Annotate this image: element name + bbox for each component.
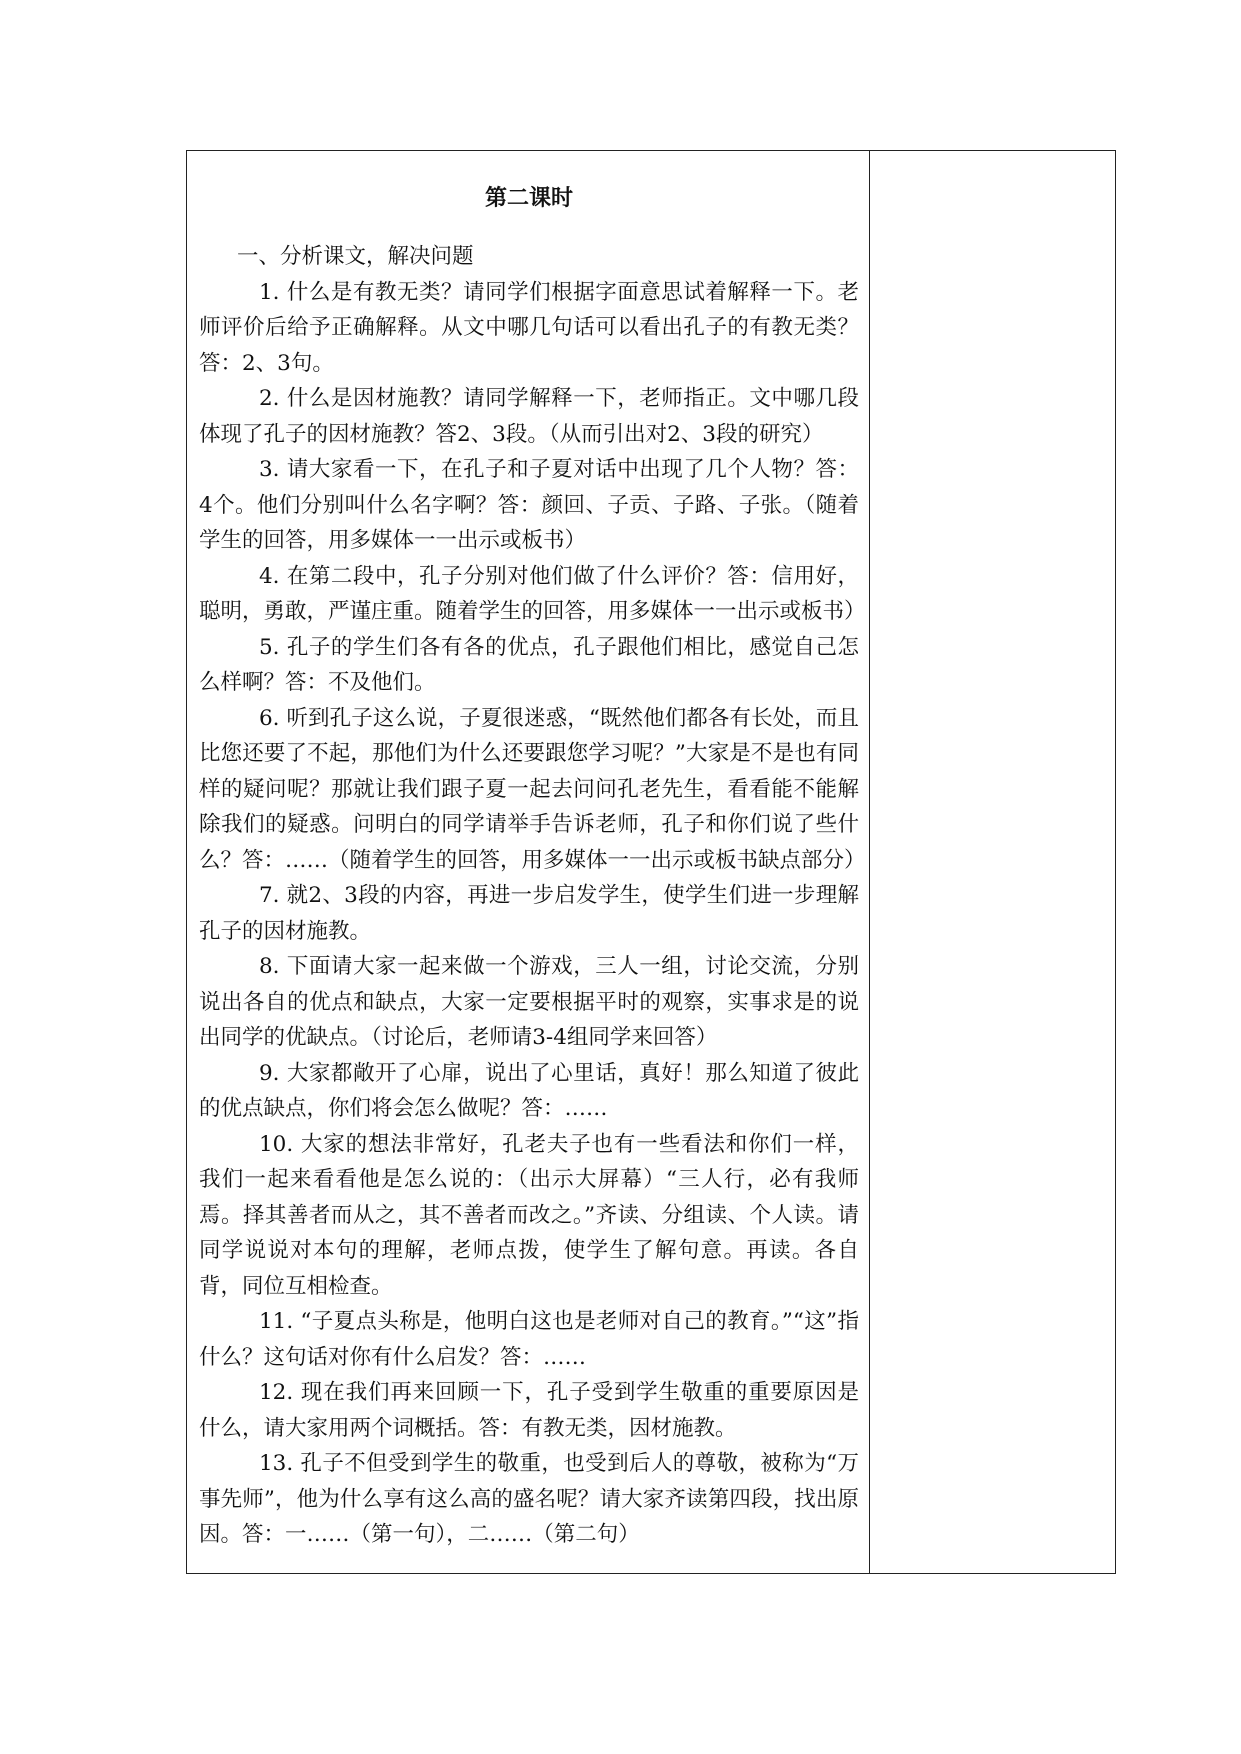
- lesson-title: 第二课时: [484, 185, 573, 211]
- lesson-content-cell: [187, 151, 870, 1573]
- question-item-4: 4. 在第二段中，孔子分别对他们做了什么评价？答：信用好，聪明，勇敢，严谨庄重。随着学生的回答，用多媒体一一出示或板书）: [199, 563, 866, 624]
- question-item-13: 13. 孔子不但受到学生的敬重，也受到后人的尊敬，被称为“万事先师”，他为什么享有这么高的盛名呢？请大家齐读第四段，找出原因。答：一……（第一句），二……（第二句）: [199, 1451, 859, 1547]
- question-item-3: 3. 请大家看一下，在孔子和子夏对话中出现了几个人物？答：4个。他们分别叫什么名字啊？答：颜回、子贡、子路、子张。（随着学生的回答，用多媒体一一出示或板书）: [199, 457, 859, 553]
- question-item-6: 6. 听到孔子这么说，子夏很迷惑，“既然他们都各有长处，而且比您还要了不起，那他们为什么还要跟您学习呢？”大家是不是也有同样的疑问呢？那就让我们跟子夏一起去问问孔老先生，看看能不能解除我们的疑惑。问明白的同学请举手告诉老师，孔子和你们说了些什么？答：……（随着学生的回答，用多媒体一一出示或板书缺点部分）: [199, 705, 866, 873]
- question-item-10: 10. 大家的想法非常好，孔老夫子也有一些看法和你们一样，我们一起来看看他是怎么说的：（出示大屏幕）“三人行，必有我师焉。择其善者而从之，其不善者而改之。”齐读、分组读、个人读。请同学说说对本句的理解，老师点拨，使学生了解句意。再读。各自背，同位互相检查。: [199, 1131, 859, 1299]
- question-item-12: 12. 现在我们再来回顾一下，孔子受到学生敬重的重要原因是什么，请大家用两个词概括。答：有教无类，因材施教。: [199, 1380, 859, 1441]
- question-item-11: 11. “子夏点头称是，他明白这也是老师对自己的教育。”“这”指什么？这句话对你有什么启发？答：……: [199, 1309, 859, 1370]
- question-item-2: 2. 什么是因材施教？请同学解释一下，老师指正。文中哪几段体现了孔子的因材施教？答2、3段。（从而引出对2、3段的研究）: [199, 386, 859, 447]
- question-item-5: 5. 孔子的学生们各有各的优点，孔子跟他们相比，感觉自己怎么样啊？答：不及他们。: [199, 634, 859, 695]
- lesson-table: [186, 150, 1116, 1574]
- section-heading: 一、分析课文，解决问题: [237, 244, 474, 269]
- notes-cell: [870, 151, 1115, 1573]
- question-item-8: 8. 下面请大家一起来做一个游戏，三人一组，讨论交流，分别说出各自的优点和缺点，大家一定要根据平时的观察，实事求是的说出同学的优缺点。（讨论后，老师请3-4组同学来回答）: [199, 954, 859, 1050]
- question-item-7: 7. 就2、3段的内容，再进一步启发学生，使学生们进一步理解孔子的因材施教。: [199, 883, 859, 944]
- question-item-9: 9. 大家都敞开了心扉，说出了心里话，真好！那么知道了彼此的优点缺点，你们将会怎么做呢？答：……: [199, 1060, 859, 1121]
- question-item-1: 1. 什么是有教无类？请同学们根据字面意思试着解释一下。老师评价后给予正确解释。从文中哪几句话可以看出孔子的有教无类？答：2、3句。: [199, 279, 859, 376]
